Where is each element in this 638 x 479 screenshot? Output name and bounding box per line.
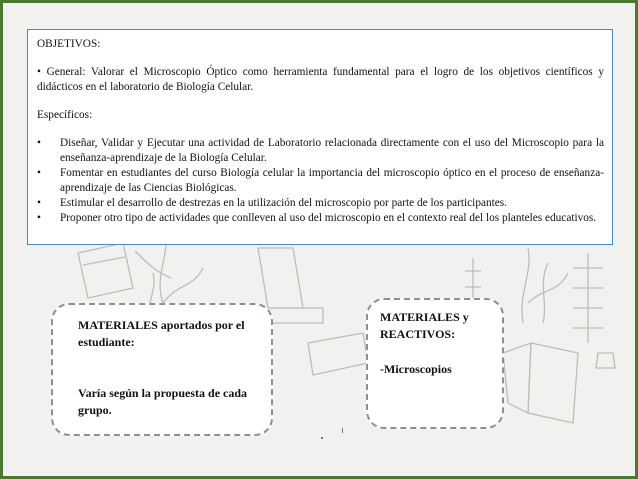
glass-tray-decoration: [78, 243, 133, 298]
bullet-icon: •: [37, 212, 41, 224]
plant-right-decoration: [522, 248, 568, 323]
student-materials-title: MATERIALES aportados por el estudiante:: [78, 318, 245, 349]
list-item-text: Fomentar en estudiantes del curso Biología celular la importancia del microscopio óptico en el proceso de enseñanza-aprendizaje de las Ciencias Biológicas.: [60, 167, 604, 194]
rack-right-decoration: [573, 253, 603, 343]
general-objective: • General: Valorar el Microscopio Óptico como herramienta fundamental para el logro de los objetivos científicos y didácticos en el laboratorio de Biología Celular.: [37, 66, 604, 93]
bullet-icon: •: [37, 197, 41, 209]
lab-materials-card: [366, 298, 504, 429]
objectives-box: [27, 29, 613, 245]
student-materials-text: Varía según la propuesta de cada grupo.: [78, 386, 248, 417]
list-item-text: Proponer otro tipo de actividades que conlleven al uso del microscopio en el contexto real del los planteles educativos.: [60, 212, 597, 224]
specific-objectives-heading: Específicos:: [37, 109, 93, 121]
dot-mark: [321, 437, 323, 439]
tick-mark: [342, 428, 343, 433]
list-item: [37, 211, 604, 226]
bullet-icon: •: [37, 137, 41, 149]
student-materials-card: [51, 303, 273, 436]
list-item: [37, 196, 604, 211]
microscope-decoration: [258, 248, 303, 308]
slide-tray-decoration: [308, 333, 368, 375]
objectives-heading: OBJETIVOS:: [37, 38, 101, 50]
bullet-icon: •: [37, 167, 41, 179]
list-item: [37, 136, 604, 166]
specific-objectives-list: [37, 136, 604, 226]
lab-materials-title: MATERIALES y REACTIVOS:: [380, 310, 469, 341]
list-item-text: Diseñar, Validar y Ejecutar una actividad de Laboratorio relacionada directamente con el uso del Microscopio para la enseñanza-aprendizaje de la Biología Celular.: [60, 137, 604, 164]
notebook-decoration: [528, 343, 578, 423]
list-item-text: Estimular el desarrollo de destrezas en la utilización del microscopio por parte de los participantes.: [60, 197, 508, 209]
list-item: [37, 166, 604, 196]
lab-materials-text: -Microscopios: [380, 362, 452, 376]
